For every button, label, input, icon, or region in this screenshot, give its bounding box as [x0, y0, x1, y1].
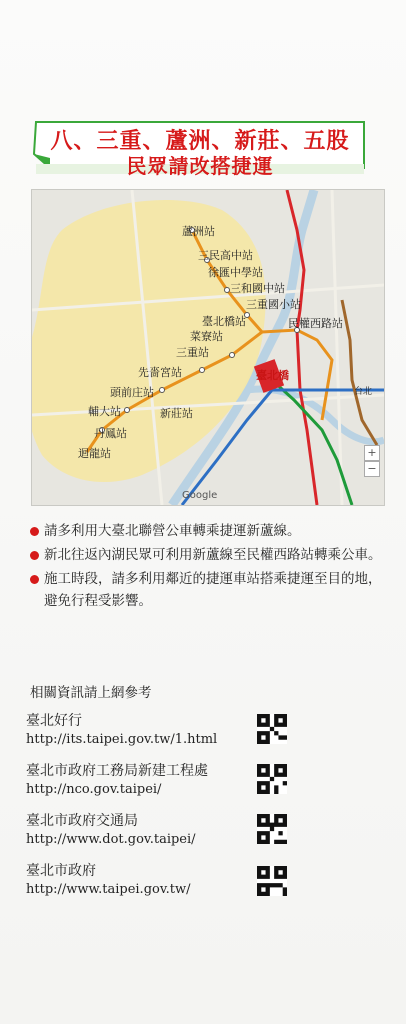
reference-item: [26, 810, 366, 847]
station-label: 蘆洲站: [182, 225, 215, 238]
station-label: 先嗇宮站: [138, 366, 182, 379]
station-label: 菜寮站: [190, 330, 223, 343]
reference-name: 臺北市政府交通局: [26, 813, 138, 829]
reference-name: 臺北市政府: [26, 863, 96, 879]
bullet-icon: [30, 527, 39, 536]
station-label: 三重站: [176, 346, 209, 359]
qr-code-icon[interactable]: [257, 714, 287, 744]
station-label: 三重國小站: [246, 298, 301, 311]
note-item: [30, 520, 390, 542]
reference-url[interactable]: http://nco.gov.taipei/: [26, 782, 162, 797]
qr-code-icon[interactable]: [257, 814, 287, 844]
highlight-label: 臺北橋: [256, 369, 289, 382]
reference-name: 臺北市政府工務局新建工程處: [26, 763, 208, 779]
qr-code-icon[interactable]: [257, 866, 287, 896]
note-item: [30, 544, 390, 566]
note-text: 施工時段，請多利用鄰近的捷運車站搭乘捷運至目的地，避免行程受影響。: [44, 571, 382, 609]
reference-item: [26, 710, 366, 747]
note-text: 請多利用大臺北聯營公車轉乘捷運新蘆線。: [44, 523, 301, 539]
reference-url[interactable]: http://www.dot.gov.taipei/: [26, 832, 196, 847]
station-label: 徐匯中學站: [208, 266, 263, 279]
reference-url[interactable]: http://www.taipei.gov.tw/: [26, 882, 191, 897]
metro-map: [31, 189, 385, 506]
reference-item: [26, 760, 366, 797]
station-label: 迴龍站: [78, 447, 111, 460]
zoom-out-icon[interactable]: −: [364, 461, 380, 477]
notes-list: [30, 520, 390, 614]
station-label: 輔大站: [88, 405, 121, 418]
references-heading: 相關資訊請上網參考: [30, 685, 152, 701]
map-attribution: Google: [182, 490, 218, 501]
station-label: 頭前庄站: [110, 386, 154, 399]
note-text: 新北往返內湖民眾可利用新蘆線至民權西路站轉乘公車。: [44, 547, 382, 563]
station-label: 民權西路站: [288, 317, 343, 330]
bullet-icon: [30, 575, 39, 584]
title-line-1: 八、三重、蘆洲、新莊、五股: [50, 129, 350, 154]
station-label: 三民高中站: [198, 249, 253, 262]
station-label: 臺北橋站: [202, 315, 246, 328]
reference-name: 臺北好行: [26, 713, 82, 729]
station-label: 三和國中站: [230, 282, 285, 295]
station-label: 新莊站: [160, 407, 193, 420]
reference-item: [26, 860, 366, 897]
station-label: 丹鳳站: [94, 427, 127, 440]
title-line-2: 民眾請改搭捷運: [126, 154, 274, 178]
note-item: [30, 568, 390, 612]
qr-code-icon[interactable]: [257, 764, 287, 794]
zoom-control[interactable]: [364, 445, 378, 477]
zoom-in-icon[interactable]: +: [364, 445, 380, 461]
bullet-icon: [30, 551, 39, 560]
map-city-label: 台北: [354, 387, 373, 397]
reference-url[interactable]: http://its.taipei.gov.tw/1.html: [26, 732, 218, 747]
